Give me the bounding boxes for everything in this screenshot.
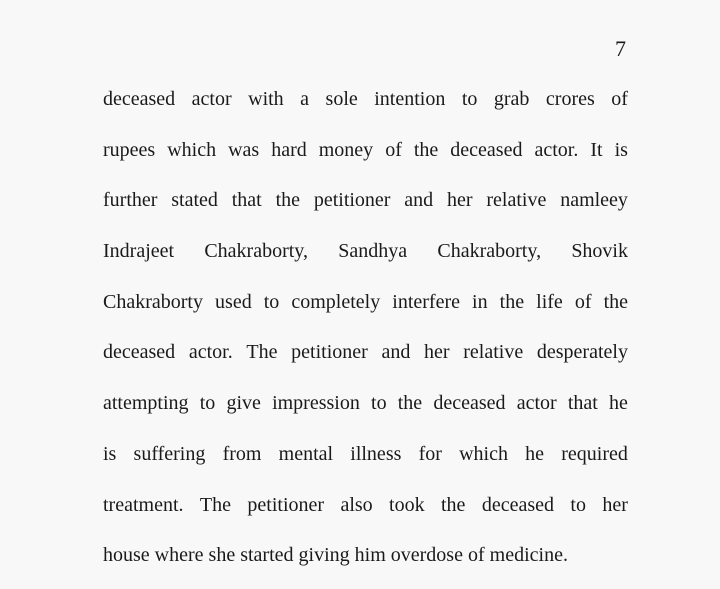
- text-word: mental: [278, 442, 334, 465]
- text-word: The: [199, 493, 232, 516]
- text-word: where: [154, 544, 204, 567]
- text-word: in: [472, 290, 488, 313]
- text-word: from: [222, 442, 262, 465]
- text-word: took: [389, 493, 425, 516]
- text-word: he: [525, 442, 545, 465]
- text-word: of: [574, 290, 592, 313]
- text-word: Shovik: [571, 240, 628, 263]
- text-word: is: [614, 138, 628, 161]
- text-word: the: [413, 138, 439, 161]
- text-line: [103, 285, 628, 336]
- text-word: actor: [516, 392, 557, 415]
- text-word: of: [611, 88, 628, 110]
- text-word: life: [536, 290, 563, 313]
- text-word: impression: [272, 392, 360, 415]
- text-line: [103, 386, 628, 437]
- text-word: he: [609, 392, 628, 415]
- text-line: [103, 538, 628, 589]
- text-word: to: [263, 290, 280, 313]
- text-word: a: [300, 88, 310, 110]
- text-word: interfere: [392, 290, 460, 313]
- text-word: relative: [486, 189, 547, 212]
- text-word: of: [467, 544, 485, 567]
- text-word: her: [602, 493, 628, 516]
- text-word: was: [228, 138, 260, 161]
- text-line: [103, 437, 628, 488]
- text-word: to: [461, 88, 478, 110]
- text-word: is: [103, 442, 117, 465]
- text-word: crores: [545, 88, 595, 110]
- text-word: actor.: [188, 341, 233, 364]
- text-word: Chakraborty: [103, 290, 203, 313]
- text-word: Chakraborty,: [437, 240, 542, 263]
- text-word: suffering: [133, 442, 206, 465]
- text-word: rupees: [103, 138, 156, 161]
- text-word: deceased: [103, 88, 176, 110]
- text-word: which: [459, 442, 508, 465]
- text-word: the: [441, 493, 466, 516]
- text-line: [103, 133, 628, 184]
- text-word: desperately: [536, 341, 628, 364]
- text-word: she: [208, 544, 236, 567]
- text-word: required: [561, 442, 628, 465]
- text-word: completely: [291, 290, 381, 313]
- text-word: deceased: [433, 392, 506, 415]
- page-number: 7: [615, 36, 626, 61]
- text-word: petitioner: [313, 189, 391, 212]
- text-word: the: [499, 290, 525, 313]
- text-word: Chakraborty,: [204, 240, 308, 263]
- text-word: of: [385, 138, 402, 161]
- text-line: [103, 82, 628, 133]
- text-word: petitioner: [247, 493, 325, 516]
- text-word: to: [570, 493, 586, 516]
- text-word: to: [199, 392, 216, 415]
- text-word: further: [103, 189, 158, 212]
- text-word: actor: [191, 88, 232, 110]
- text-word: Sandhya: [338, 240, 408, 263]
- text-word: intention: [374, 88, 446, 110]
- text-word: give: [226, 392, 261, 415]
- text-word: her: [447, 189, 473, 212]
- text-word: that: [231, 189, 262, 212]
- text-line: [103, 488, 628, 539]
- text-word: deceased: [481, 493, 554, 516]
- text-word: deceased: [450, 138, 523, 161]
- text-word: for: [418, 442, 442, 465]
- text-word: and: [404, 189, 434, 212]
- text-word: her: [424, 341, 450, 364]
- text-word: the: [397, 392, 423, 415]
- text-word: grab: [493, 88, 530, 110]
- text-word: relative: [463, 341, 524, 364]
- body-text: [103, 82, 628, 589]
- text-line: [103, 335, 628, 386]
- text-word: him: [354, 544, 386, 567]
- text-word: hard: [271, 138, 307, 161]
- text-word: to: [371, 392, 387, 415]
- text-word: It: [590, 138, 603, 161]
- text-word: illness: [350, 442, 402, 465]
- text-word: treatment.: [103, 493, 184, 516]
- text-word: giving: [298, 544, 350, 567]
- text-word: started: [240, 544, 294, 567]
- text-word: used: [215, 290, 252, 313]
- text-word: with: [248, 88, 284, 110]
- text-word: medicine.: [489, 544, 568, 567]
- text-word: sole: [325, 88, 358, 110]
- text-word: the: [603, 290, 628, 313]
- text-word: actor.: [534, 138, 579, 161]
- text-word: that: [567, 392, 598, 415]
- text-line: [103, 183, 628, 234]
- text-word: and: [381, 341, 411, 364]
- text-word: which: [167, 138, 217, 161]
- text-word: overdose: [390, 544, 463, 567]
- text-word: house: [103, 544, 150, 567]
- text-word: money: [318, 138, 374, 161]
- text-word: stated: [171, 189, 218, 212]
- text-line: [103, 234, 628, 285]
- text-word: Indrajeet: [103, 240, 175, 263]
- text-word: also: [340, 493, 373, 516]
- text-word: deceased: [103, 341, 176, 364]
- text-word: the: [275, 189, 300, 212]
- text-word: petitioner: [291, 341, 368, 364]
- text-word: attempting: [103, 392, 189, 415]
- text-word: The: [246, 341, 278, 364]
- text-word: namleey: [560, 189, 628, 212]
